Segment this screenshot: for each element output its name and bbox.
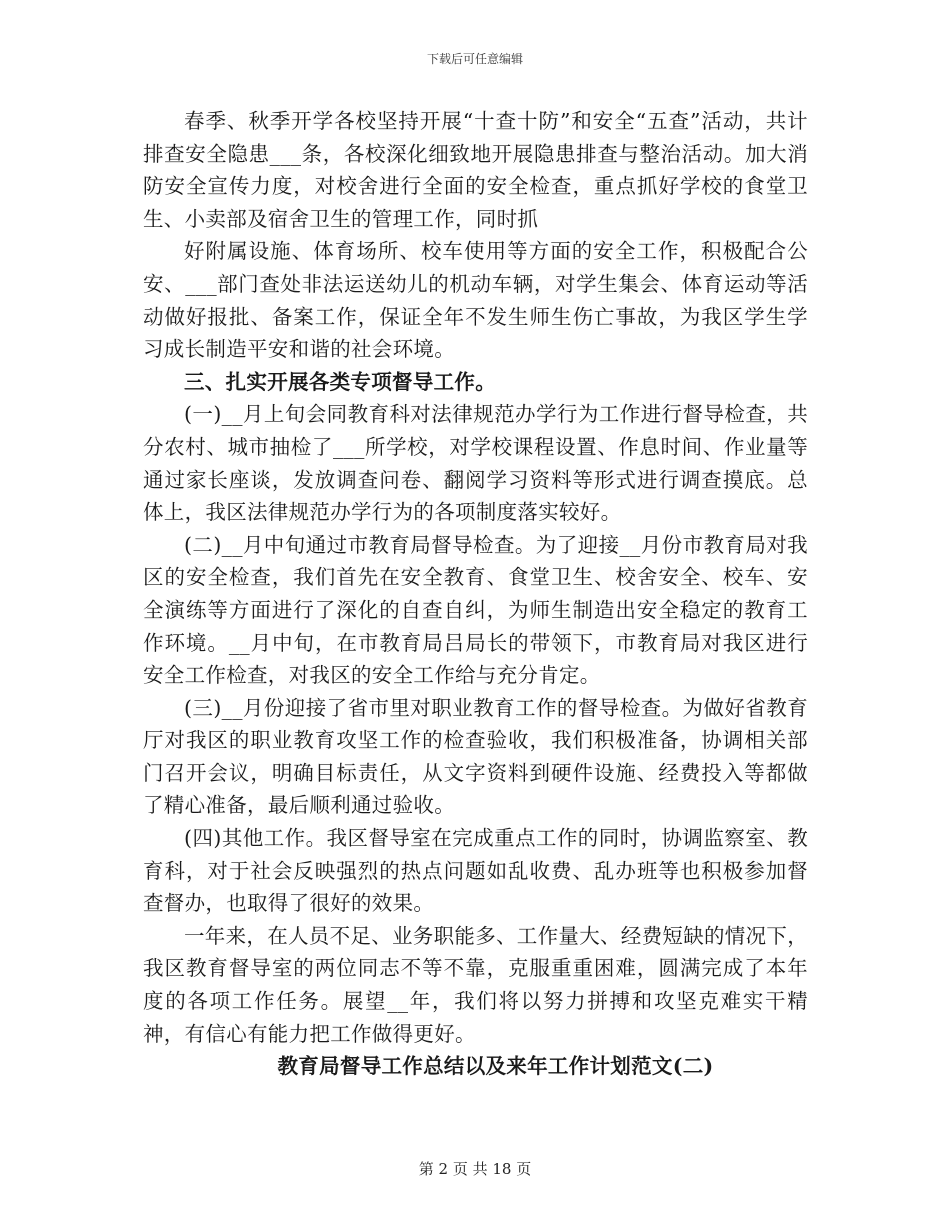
paragraph-summary: 一年来，在人员不足、业务职能多、工作量大、经费短缺的情况下，我区教育督导室的两位同志不等不靠，克服重重困难，圆满完成了本年度的各项工作任务。展望__年，我们将以努力拼搏和攻坚克难实干精神，有信心有能力把工作做得更好。 <box>143 923 808 1046</box>
document-body <box>143 105 808 1083</box>
paragraph-facilities-safety: 好附属设施、体育场所、校车使用等方面的安全工作，积极配合公安、___部门查处非法运送幼儿的机动车辆，对学生集会、体育运动等活动做好报批、备案工作，保证全年不发生师生伤亡事故，为我区学生学习成长制造平安和谐的社会环境。 <box>143 239 808 362</box>
paragraph-item-1: (一)__月上旬会同教育科对法律规范办学行为工作进行督导检查，共分农村、城市抽检了___所学校，对学校课程设置、作息时间、作业量等通过家长座谈，发放调查问卷、翻阅学习资料等形式进行调查摸底。总体上，我区法律规范办学行为的各项制度落实较好。 <box>143 402 808 525</box>
section-heading-special-supervision: 三、扎实开展各类专项督导工作。 <box>184 369 496 394</box>
paragraph-item-4: (四)其他工作。我区督导室在完成重点工作的同时，协调监察室、教育科，对于社会反映强烈的热点问题如乱收费、乱办班等也积极参加督查督办，也取得了很好的效果。 <box>143 826 808 916</box>
page-header-note: 下载后可任意编辑 <box>426 52 523 66</box>
page-number: 第 2 页 共 18 页 <box>418 1160 532 1178</box>
paragraph-item-2: (二)__月中旬通过市教育局督导检查。为了迎接__月份市教育局对我区的安全检查，我们首先在安全教育、食堂卫生、校舍安全、校车、安全演练等方面进行了深化的自查自纠，为师生制造出安全稳定的教育工作环境。__月中旬，在市教育局吕局长的带领下，市教育局对我区进行安全工作检查，对我区的安全工作给与充分肯定。 <box>143 532 808 688</box>
paragraph-safety-check: 春季、秋季开学各校坚持开展“十查十防”和安全“五查”活动，共计排查安全隐患___条，各校深化细致地开展隐患排查与整治活动。加大消防安全宣传力度，对校舍进行全面的安全检查，重点抓好学校的食堂卫生、小卖部及宿舍卫生的管理工作，同时抓 <box>143 109 808 231</box>
document-title: 教育局督导工作总结以及来年工作计划范文(二) <box>277 1054 714 1079</box>
paragraph-item-3: (三)__月份迎接了省市里对职业教育工作的督导检查。为做好省教育厅对我区的职业教育攻坚工作的检查验收，我们积极准备，协调相关部门召开会议，明确目标责任，从文字资料到硬件设施、经费投入等都做了精心准备，最后顺利通过验收。 <box>143 695 808 818</box>
